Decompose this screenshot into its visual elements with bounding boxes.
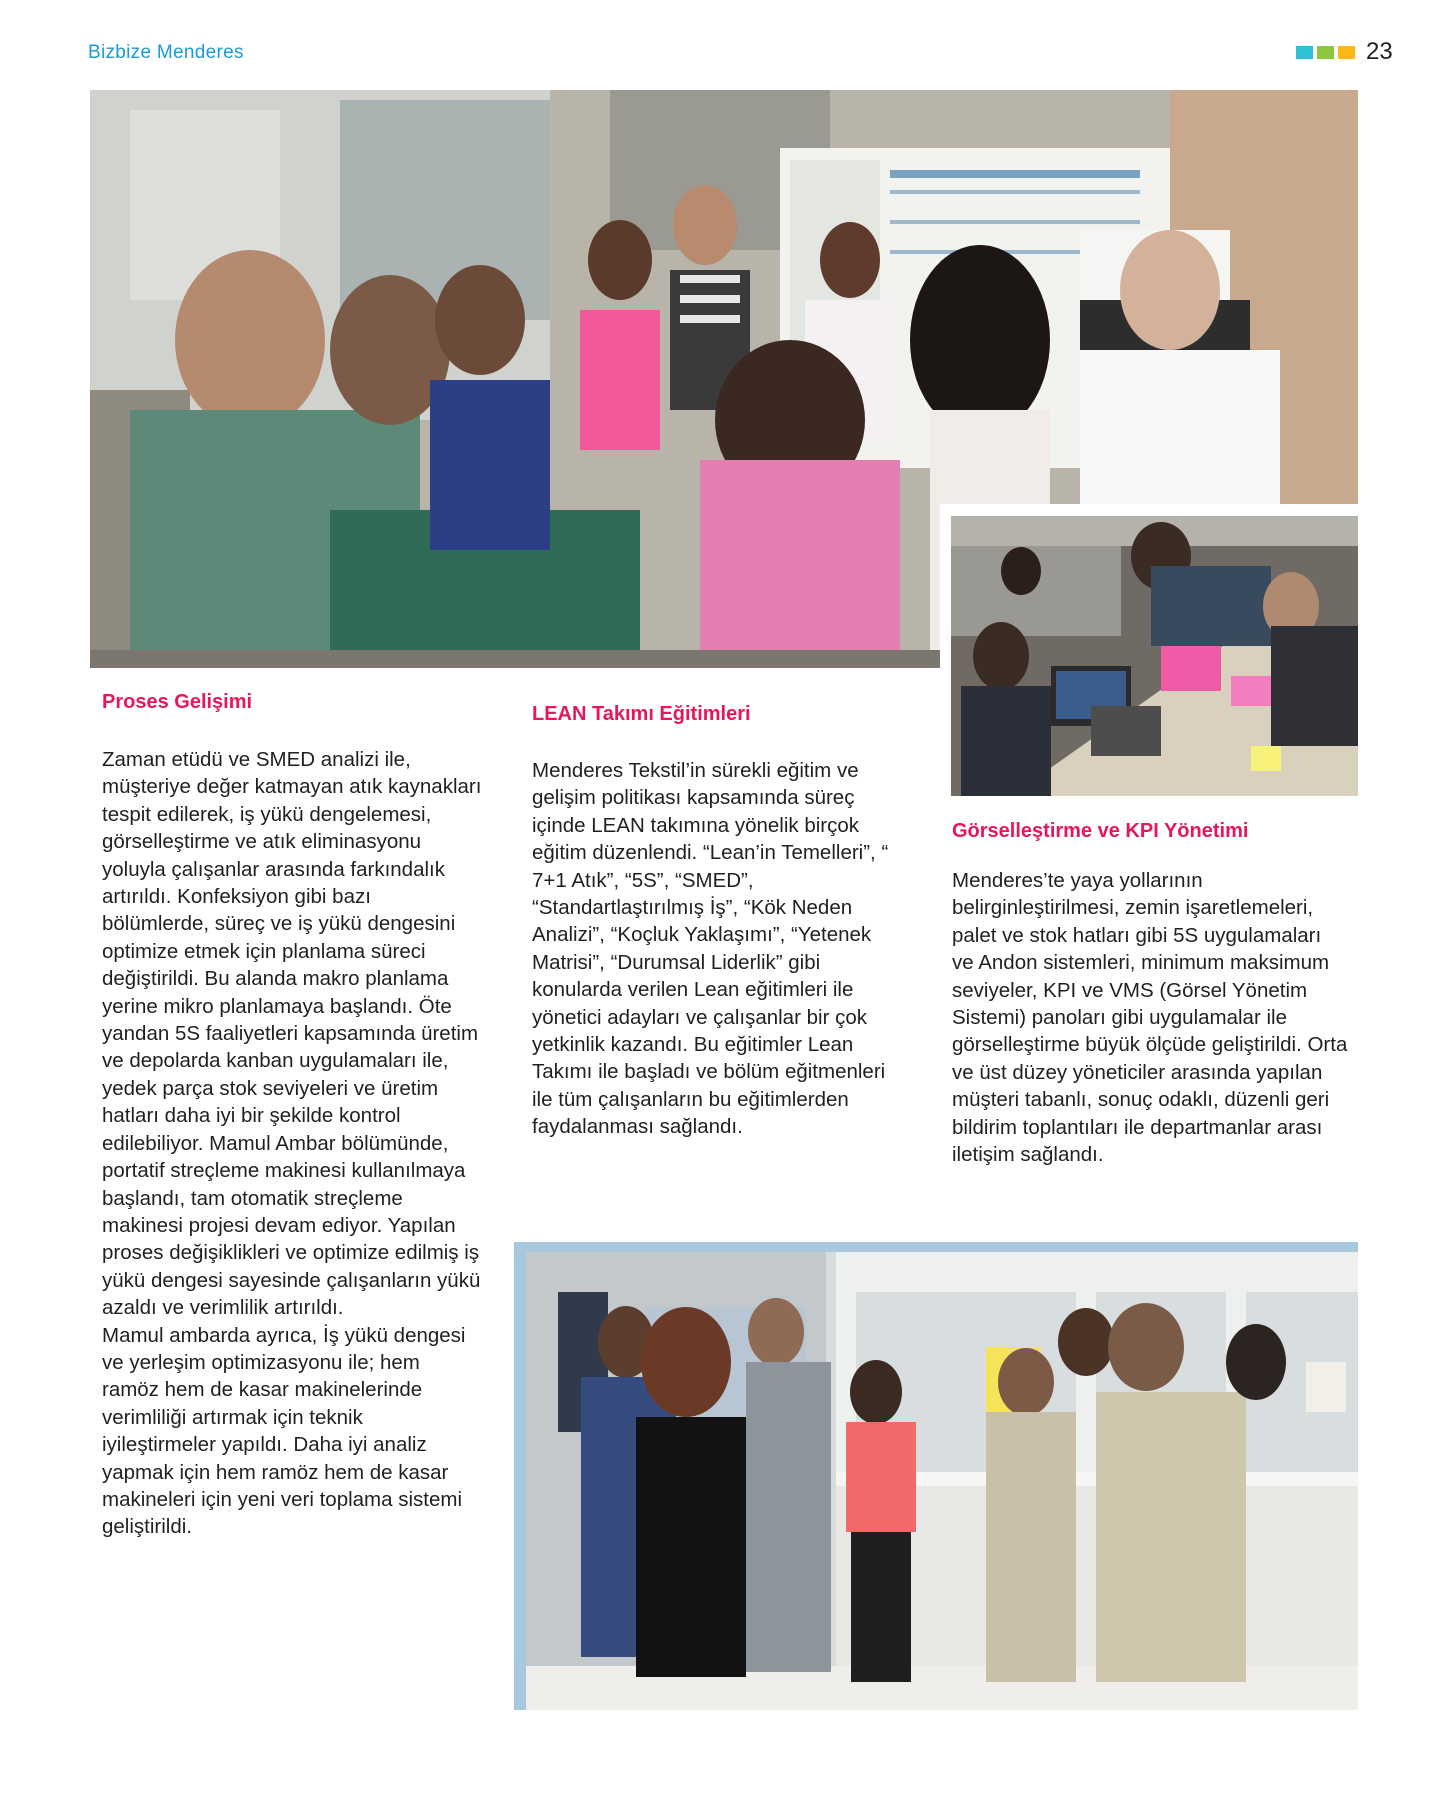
kpi-body [952, 867, 1348, 1168]
kpi-paragraph-1: Menderes’te yaya yollarının belirginleştirilmesi, zemin işaretlemeleri, palet ve stok hatları gibi 5S uygulamaları ve Andon sistemleri, minimum maksimum seviyeler, KPI ve VMS (Görsel Yönetim Sistemi) panoları gibi uygulamalar ile görselleştirme büyük ölçüde geliştirildi. Orta ve üst düzey yöneticiler arasında yapılan müşteri tabanlı, sonuç odaklı, düzenli geri bildirim toplantıları ile departmanlar arası iletişim sağlandı. [952, 869, 1348, 1167]
lean-body [532, 757, 902, 1141]
accent-square-yellow [1338, 46, 1355, 59]
header-accent-squares [1296, 46, 1355, 59]
proses-heading: Proses Gelişimi [102, 691, 253, 713]
lean-heading: LEAN Takımı Eğitimleri [532, 703, 751, 725]
proses-paragraph-1: Zaman etüdü ve SMED analizi ile, müşteriye değer katmayan atık kaynakları tespit edilerek, iş yükü dengelemesi, görselleştirme ve atık eliminasyonu yoluyla çalışanlar arasında farkındalık artırıldı. Konfeksiyon gibi bazı bölümlerde, süreç ve iş yükü dengesini optimize etmek için planlama süreci değiştirildi. Bu alanda makro planlama yerine mikro planlamaya başlandı. Öte yandan 5S faaliyetleri kapsamında üretim ve depolarda kanban uygulamaları ile, yedek parça stok seviyeleri ve üretim hatları daha iyi bir şekilde kontrol edilebiliyor. Mamul Ambar bölümünde, portatif streçleme makinesi kullanılmaya başlandı, tam otomatik streçleme makinesi projesi devam ediyor. Yapılan proses değişiklikleri ve optimize edilmiş iş yükü dengesi sayesinde çalışanların yükü azaldı ve verimlilik artırıldı. [102, 748, 482, 1320]
lean-paragraph-1: Menderes Tekstil’in sürekli eğitim ve gelişim politikası kapsamında süreç içinde LEAN takımına yönelik birçok eğitim düzenlendi. “Lean’in Temelleri”, “ 7+1 Atık”, “5S”, “SMED”, “Standartlaştırılmış İş”, “Kök Neden Analizi”, “Koçluk Yaklaşımı”, “Yetenek Matrisi”, “Durumsal Liderlik” gibi konularda verilen Lean eğitimleri ile yönetici adayları ve çalışanlar bir çok yetkinlik kazandı. Bu eğitimler Lean Takımı ile başladı ve bölüm eğitmenleri ile tüm çalışanların bu eğitimlerden faydalanması sağlandı. [532, 759, 889, 1139]
side-photo-illustration [951, 516, 1358, 796]
bottom-photo [526, 1252, 1358, 1710]
accent-square-cyan [1296, 46, 1313, 59]
kpi-heading: Görselleştirme ve KPI Yönetimi [952, 820, 1249, 842]
proses-paragraph-2: Mamul ambarda ayrıca, İş yükü dengesi ve yerleşim optimizasyonu ile; hem ramöz hem de kasar makinelerinde verimliliği artırmak için teknik iyileştirmeler yapıldı. Daha iyi analiz yapmak için hem ramöz hem de kasar makineleri için yeni veri toplama sistemi geliştirildi. [102, 1323, 466, 1539]
magazine-title: Bizbize Menderes [88, 42, 244, 63]
page-number: 23 [1366, 38, 1393, 65]
proses-body [102, 746, 482, 1541]
bottom-photo-illustration [526, 1252, 1358, 1710]
side-photo [951, 516, 1358, 796]
accent-square-green [1317, 46, 1334, 59]
